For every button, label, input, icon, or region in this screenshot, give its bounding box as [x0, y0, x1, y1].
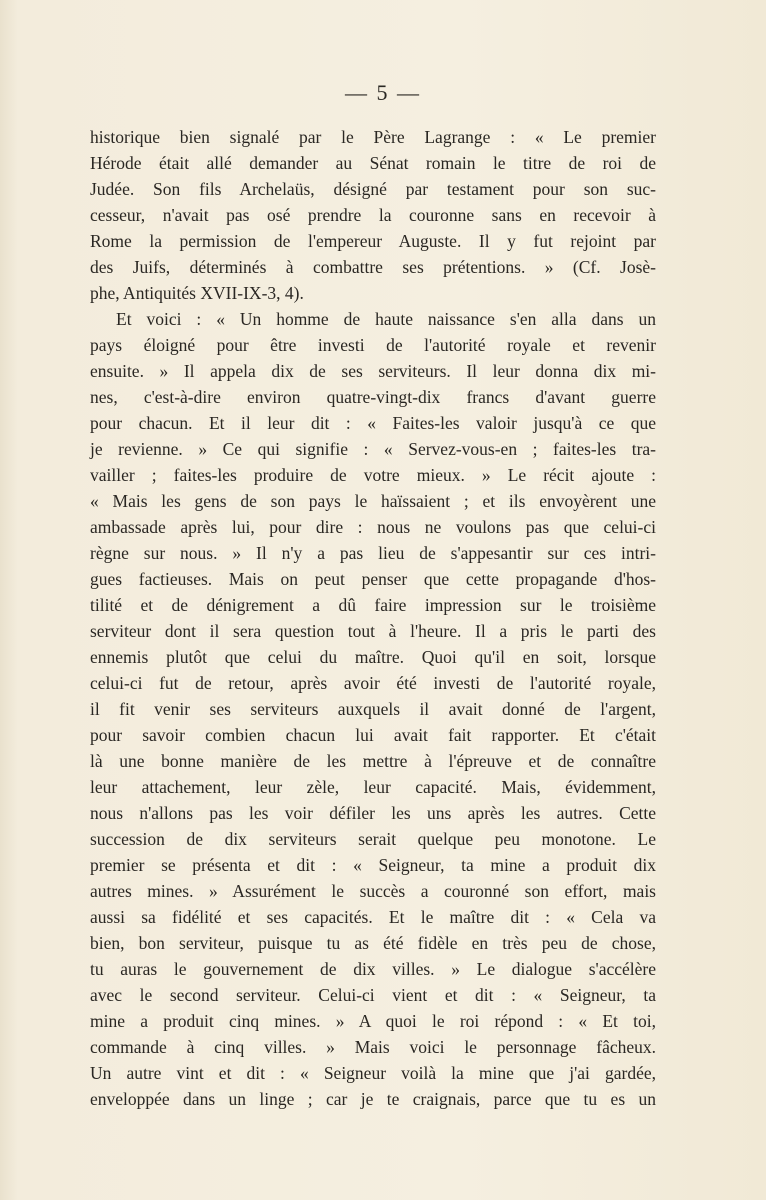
text-line: phe, Antiquités XVII-IX-3, 4).: [90, 283, 304, 303]
text-line: autres mines. » Assurément le succès a couronné son effort, mais: [90, 881, 656, 901]
text-line: celui-ci fut de retour, après avoir été investi de l'autorité royale,: [90, 673, 656, 693]
text-line: cesseur, n'avait pas osé prendre la couronne sans en recevoir à: [90, 205, 656, 225]
text-line: tu auras le gouvernement de dix villes. » Le dialogue s'accélère: [90, 959, 656, 979]
text-line: tilité et de dénigrement a dû faire impression sur le troisième: [90, 595, 656, 615]
text-line: « Mais les gens de son pays le haïssaient ; et ils envoyèrent une: [90, 491, 656, 511]
text-line: bien, bon serviteur, puisque tu as été fidèle en très peu de chose,: [90, 933, 656, 953]
text-line: enveloppée dans un linge ; car je te craignais, parce que tu es un: [90, 1089, 656, 1109]
text-line: Hérode était allé demander au Sénat romain le titre de roi de: [90, 153, 656, 173]
text-line: aussi sa fidélité et ses capacités. Et le maître dit : « Cela va: [90, 907, 656, 927]
page-number: — 5 —: [345, 80, 421, 105]
text-line: nous n'allons pas les voir défiler les uns après les autres. Cette: [90, 803, 656, 823]
text-line: pays éloigné pour être investi de l'autorité royale et revenir: [90, 335, 656, 355]
text-line: avec le second serviteur. Celui-ci vient et dit : « Seigneur, ta: [90, 985, 656, 1005]
text-line: ennemis plutôt que celui du maître. Quoi qu'il en soit, lorsque: [90, 647, 656, 667]
text-line: des Juifs, déterminés à combattre ses prétentions. » (Cf. Josè-: [90, 257, 656, 277]
text-line: Judée. Son fils Archelaüs, désigné par testament pour son suc-: [90, 179, 656, 199]
text-line: Rome la permission de l'empereur Auguste. Il y fut rejoint par: [90, 231, 656, 251]
body-text: [90, 124, 656, 1112]
text-line: gues factieuses. Mais on peut penser que cette propagande d'hos-: [90, 569, 656, 589]
text-line: premier se présenta et dit : « Seigneur, ta mine a produit dix: [90, 855, 656, 875]
text-line: nes, c'est-à-dire environ quatre-vingt-dix francs d'avant guerre: [90, 387, 656, 407]
text-line: commande à cinq villes. » Mais voici le personnage fâcheux.: [90, 1037, 656, 1057]
text-line: ensuite. » Il appela dix de ses serviteurs. Il leur donna dix mi-: [90, 361, 656, 381]
text-line: Un autre vint et dit : « Seigneur voilà la mine que j'ai gardée,: [90, 1063, 656, 1083]
text-line: ambassade après lui, pour dire : nous ne voulons pas que celui-ci: [90, 517, 656, 537]
text-line: là une bonne manière de les mettre à l'épreuve et de connaître: [90, 751, 656, 771]
text-line: leur attachement, leur zèle, leur capacité. Mais, évidemment,: [90, 777, 656, 797]
text-line: serviteur dont il sera question tout à l'heure. Il a pris le parti des: [90, 621, 656, 641]
text-line: je revienne. » Ce qui signifie : « Servez-vous-en ; faites-les tra-: [90, 439, 656, 459]
text-line: vailler ; faites-les produire de votre mieux. » Le récit ajoute :: [90, 465, 656, 485]
text-line: pour chacun. Et il leur dit : « Faites-les valoir jusqu'à ce que: [90, 413, 656, 433]
text-line: règne sur nous. » Il n'y a pas lieu de s'appesantir sur ces intri-: [90, 543, 656, 563]
text-line: mine a produit cinq mines. » A quoi le roi répond : « Et toi,: [90, 1011, 656, 1031]
text-line: historique bien signalé par le Père Lagrange : « Le premier: [90, 127, 656, 147]
text-line: succession de dix serviteurs serait quelque peu monotone. Le: [90, 829, 656, 849]
text-line: Et voici : « Un homme de haute naissance s'en alla dans un: [116, 309, 656, 329]
text-line: pour savoir combien chacun lui avait fait rapporter. Et c'était: [90, 725, 656, 745]
text-line: il fit venir ses serviteurs auxquels il avait donné de l'argent,: [90, 699, 656, 719]
